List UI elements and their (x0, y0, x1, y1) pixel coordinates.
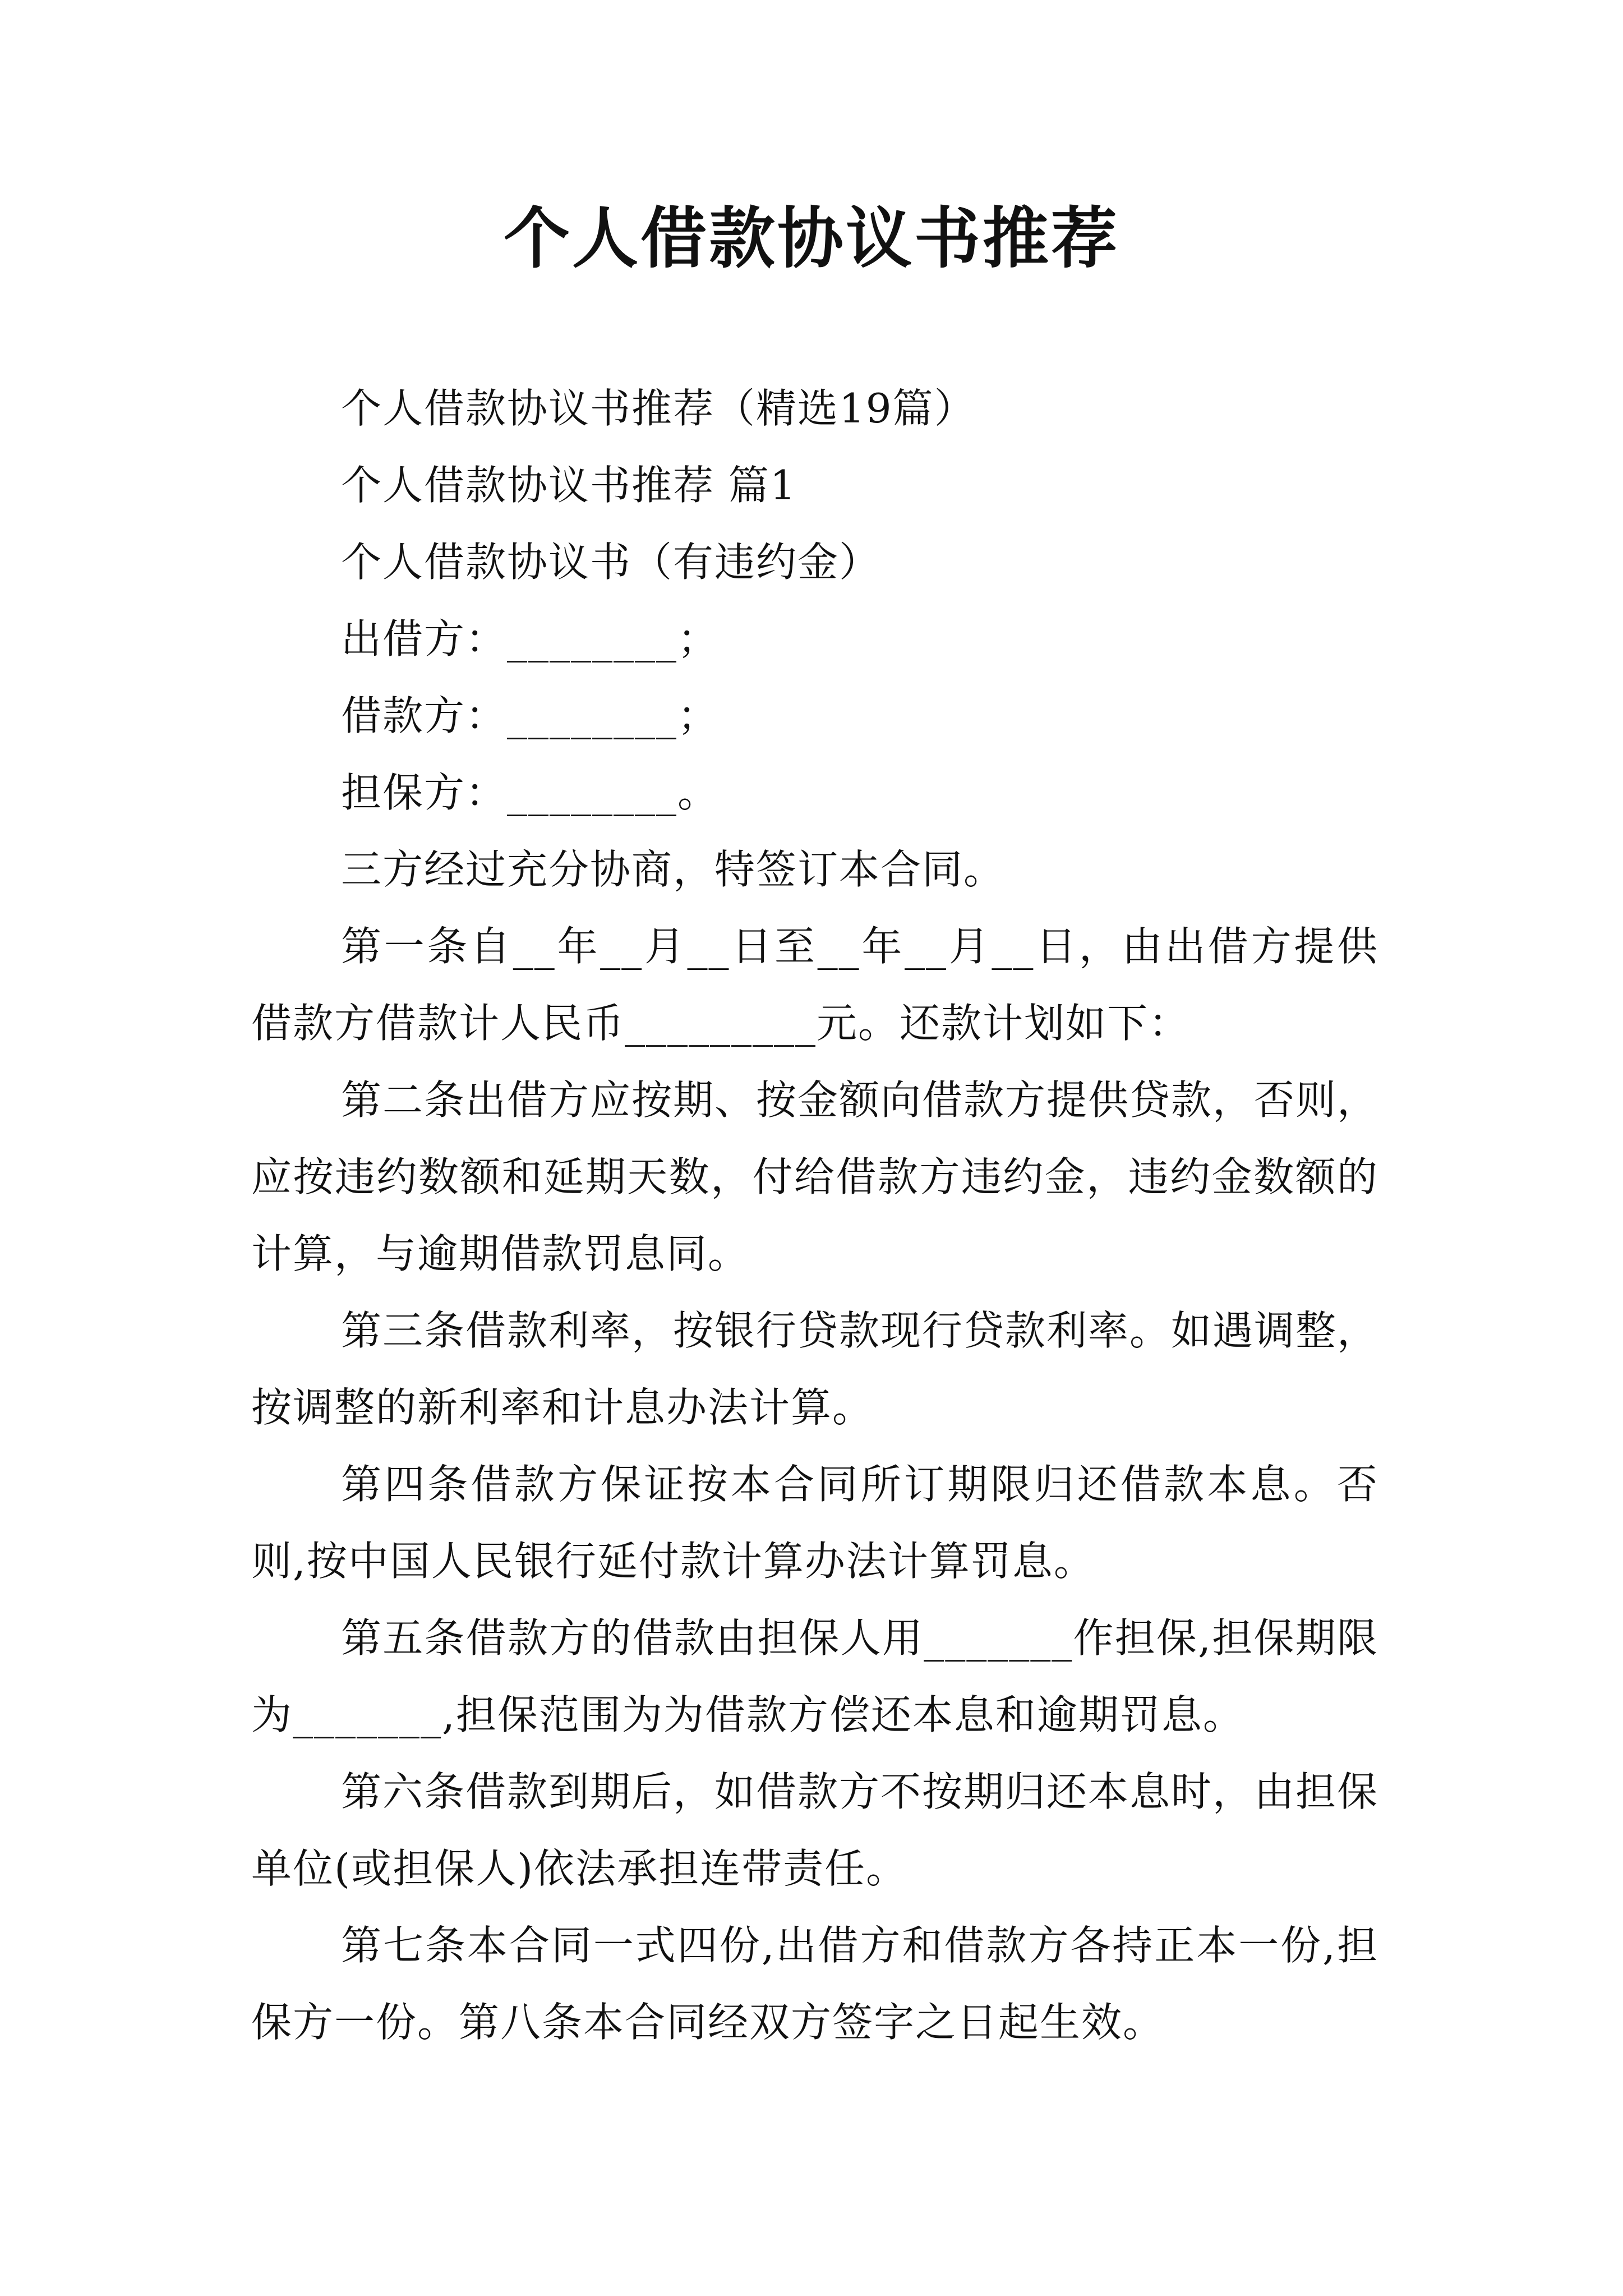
article-3: 第三条借款利率，按银行贷款现行贷款利率。如遇调整，按调整的新利率和计息办法计算。 (251, 1307, 1379, 1431)
article-4: 第四条借款方保证按本合同所订期限归还借款本息。否则,按中国人民银行延付款计算办法计算罚息。 (251, 1461, 1378, 1585)
borrower-line: 借款方：________； (341, 692, 720, 739)
article-6: 第六条借款到期后，如借款方不按期归还本息时，由担保单位(或担保人)依法承担连带责任。 (251, 1768, 1379, 1892)
document-title: 个人借款协议书推荐 (503, 199, 1119, 277)
lender-line: 出借方：________； (341, 615, 720, 662)
article-5: 第五条借款方的借款由担保人用_______作担保,担保期限为_______,担保范围为为借款方偿还本息和逾期罚息。 (251, 1614, 1378, 1738)
subtitle-line: 个人借款协议书推荐（精选19篇） (341, 385, 976, 432)
intro-line: 三方经过充分协商，特签订本合同。 (341, 846, 1006, 893)
guarantor-line: 担保方：________。 (341, 769, 720, 816)
document-body (251, 370, 1378, 2061)
agreement-name: 个人借款协议书（有违约金） (341, 539, 881, 586)
article-1: 第一条自__年__月__日至__年__月__日，由出借方提供借款方借款计人民币_________元。还款计划如下： (251, 923, 1378, 1047)
article-2: 第二条出借方应按期、按金额向借款方提供贷款，否则，应按违约数额和延期天数，付给借款方违约金，违约金数额的计算，与逾期借款罚息同。 (251, 1076, 1379, 1277)
section-heading: 个人借款协议书推荐 篇1 (341, 462, 797, 509)
article-7-8: 第七条本合同一式四份,出借方和借款方各持正本一份,担保方一份。第八条本合同经双方签字之日起生效。 (251, 1922, 1378, 2046)
